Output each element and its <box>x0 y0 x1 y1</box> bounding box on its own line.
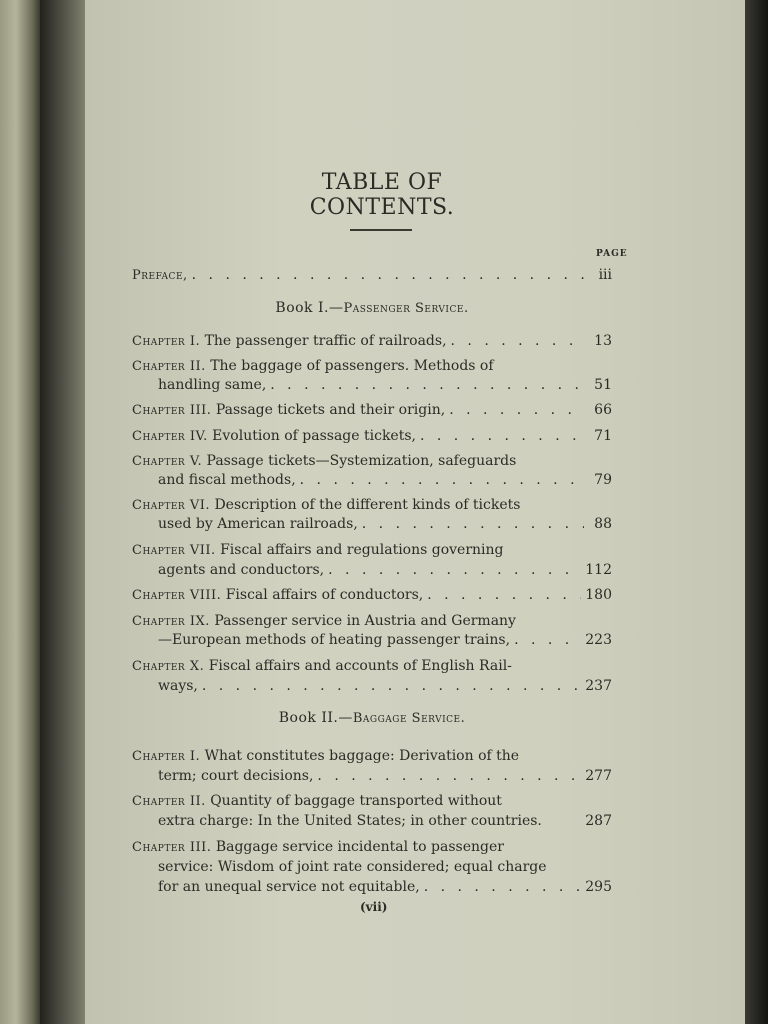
page-title: TABLE OF CONTENTS. <box>309 170 455 220</box>
leader-dots <box>449 399 584 421</box>
leader-dots <box>202 675 581 697</box>
leader-dots <box>317 765 581 787</box>
toc-entry-continuation <box>158 559 612 581</box>
toc-entry-continuation <box>158 629 612 651</box>
toc-entry <box>132 655 612 677</box>
leader-dots <box>427 584 581 606</box>
book-spine-edge <box>0 0 40 1024</box>
chapter-title-cont: agents and conductors, <box>158 562 325 578</box>
chapter-label: Chapter I. <box>132 334 201 349</box>
chapter-label: Chapter III. <box>132 403 212 418</box>
chapter-title-cont: handling same, <box>158 377 267 393</box>
chapter-title-cont: —European methods of heating passenger trains, <box>158 632 511 648</box>
toc-page-number: 51 <box>594 377 612 393</box>
leader-dots <box>192 264 584 286</box>
gutter-shadow <box>40 0 90 1024</box>
toc-entry <box>132 330 612 352</box>
toc-entry <box>132 836 612 858</box>
leader-dots <box>300 469 584 491</box>
chapter-title: Description of the different kinds of tickets <box>214 497 521 513</box>
toc-page-number: iii <box>598 267 612 283</box>
leader-dots <box>424 876 582 898</box>
chapter-title: Baggage service incidental to passenger <box>215 839 504 855</box>
chapter-title-cont: extra charge: In the United States; in other countries. <box>158 813 542 829</box>
page-right-edge <box>745 0 768 1024</box>
chapter-title-cont: term; court decisions, <box>158 768 314 784</box>
chapter-label: Chapter X. <box>132 659 205 674</box>
chapter-label: Chapter I. <box>132 749 201 764</box>
chapter-title-cont: and fiscal methods, <box>158 472 296 488</box>
chapter-title: Fiscal affairs of conductors, <box>225 587 424 603</box>
page-folio: (vii) <box>360 900 388 914</box>
toc-page-number: 66 <box>594 402 612 418</box>
chapter-title-cont: service: Wisdom of joint rate considered; equal charge <box>158 859 547 875</box>
book-heading <box>132 710 612 726</box>
chapter-label: Chapter VI. <box>132 498 210 513</box>
chapter-title: Fiscal affairs and accounts of English Rail- <box>208 658 512 674</box>
chapter-title: Passage tickets—Systemization, safeguards <box>206 453 517 469</box>
chapter-label: Chapter VIII. <box>132 588 222 603</box>
chapter-title: Fiscal affairs and regulations governing <box>220 542 504 558</box>
toc-entry-label: Preface, <box>132 268 188 283</box>
toc-entry <box>132 790 612 812</box>
toc-entry <box>132 539 612 561</box>
book-name: Baggage Service. <box>352 711 466 726</box>
title-rule <box>350 229 412 231</box>
chapter-title-cont: used by American railroads, <box>158 516 358 532</box>
toc-entry <box>132 745 612 767</box>
chapter-title: The baggage of passengers. Methods of <box>210 358 494 374</box>
toc-page-number: 287 <box>585 813 612 829</box>
toc-entry <box>132 584 612 606</box>
toc-entry-continuation <box>158 374 612 396</box>
toc-page-number: 13 <box>594 333 612 349</box>
book-heading <box>132 300 612 316</box>
chapter-title-cont: ways, <box>158 678 198 694</box>
book-prefix: Book I.— <box>275 300 344 316</box>
toc-page-number: 237 <box>585 678 612 694</box>
page-column-label: PAGE <box>596 249 628 259</box>
toc-entry-continuation <box>158 469 612 491</box>
leader-dots <box>451 330 584 352</box>
toc-page-number: 180 <box>585 587 612 603</box>
toc-entry-continuation <box>158 810 612 832</box>
toc-page-number: 223 <box>585 632 612 648</box>
leader-dots <box>420 425 584 447</box>
toc-entry-preface <box>132 264 612 286</box>
chapter-label: Chapter V. <box>132 454 203 469</box>
chapter-title: Quantity of baggage transported without <box>210 793 502 809</box>
chapter-label: Chapter IX. <box>132 614 210 629</box>
toc-page-number: 79 <box>594 472 612 488</box>
toc-entry <box>132 425 612 447</box>
chapter-label: Chapter III. <box>132 840 212 855</box>
book-name: Passenger Service. <box>343 301 469 316</box>
book-prefix: Book II.— <box>278 710 353 726</box>
toc-page-number: 71 <box>594 428 612 444</box>
toc-page-number: 112 <box>585 562 612 578</box>
toc-entry <box>132 399 612 421</box>
leader-dots <box>362 513 584 535</box>
chapter-label: Chapter IV. <box>132 429 208 444</box>
chapter-title: Passenger service in Austria and Germany <box>214 613 516 629</box>
chapter-title: The passenger traffic of railroads, <box>204 333 447 349</box>
chapter-title-cont: for an unequal service not equitable, <box>158 879 420 895</box>
chapter-title: Passage tickets and their origin, <box>215 402 446 418</box>
chapter-label: Chapter VII. <box>132 543 216 558</box>
toc-page-number: 88 <box>594 516 612 532</box>
chapter-label: Chapter II. <box>132 794 206 809</box>
leader-dots <box>514 629 581 651</box>
toc-entry-continuation <box>158 513 612 535</box>
toc-entry-continuation <box>158 765 612 787</box>
toc-entry-continuation <box>158 856 612 878</box>
chapter-title: What constitutes baggage: Derivation of the <box>204 748 520 764</box>
chapter-label: Chapter II. <box>132 359 206 374</box>
leader-dots <box>328 559 581 581</box>
toc-entry-continuation <box>158 876 612 898</box>
chapter-title: Evolution of passage tickets, <box>212 428 416 444</box>
toc-page-number: 295 <box>585 879 612 895</box>
leader-dots <box>270 374 584 396</box>
toc-entry-continuation <box>158 675 612 697</box>
toc-page-number: 277 <box>585 768 612 784</box>
